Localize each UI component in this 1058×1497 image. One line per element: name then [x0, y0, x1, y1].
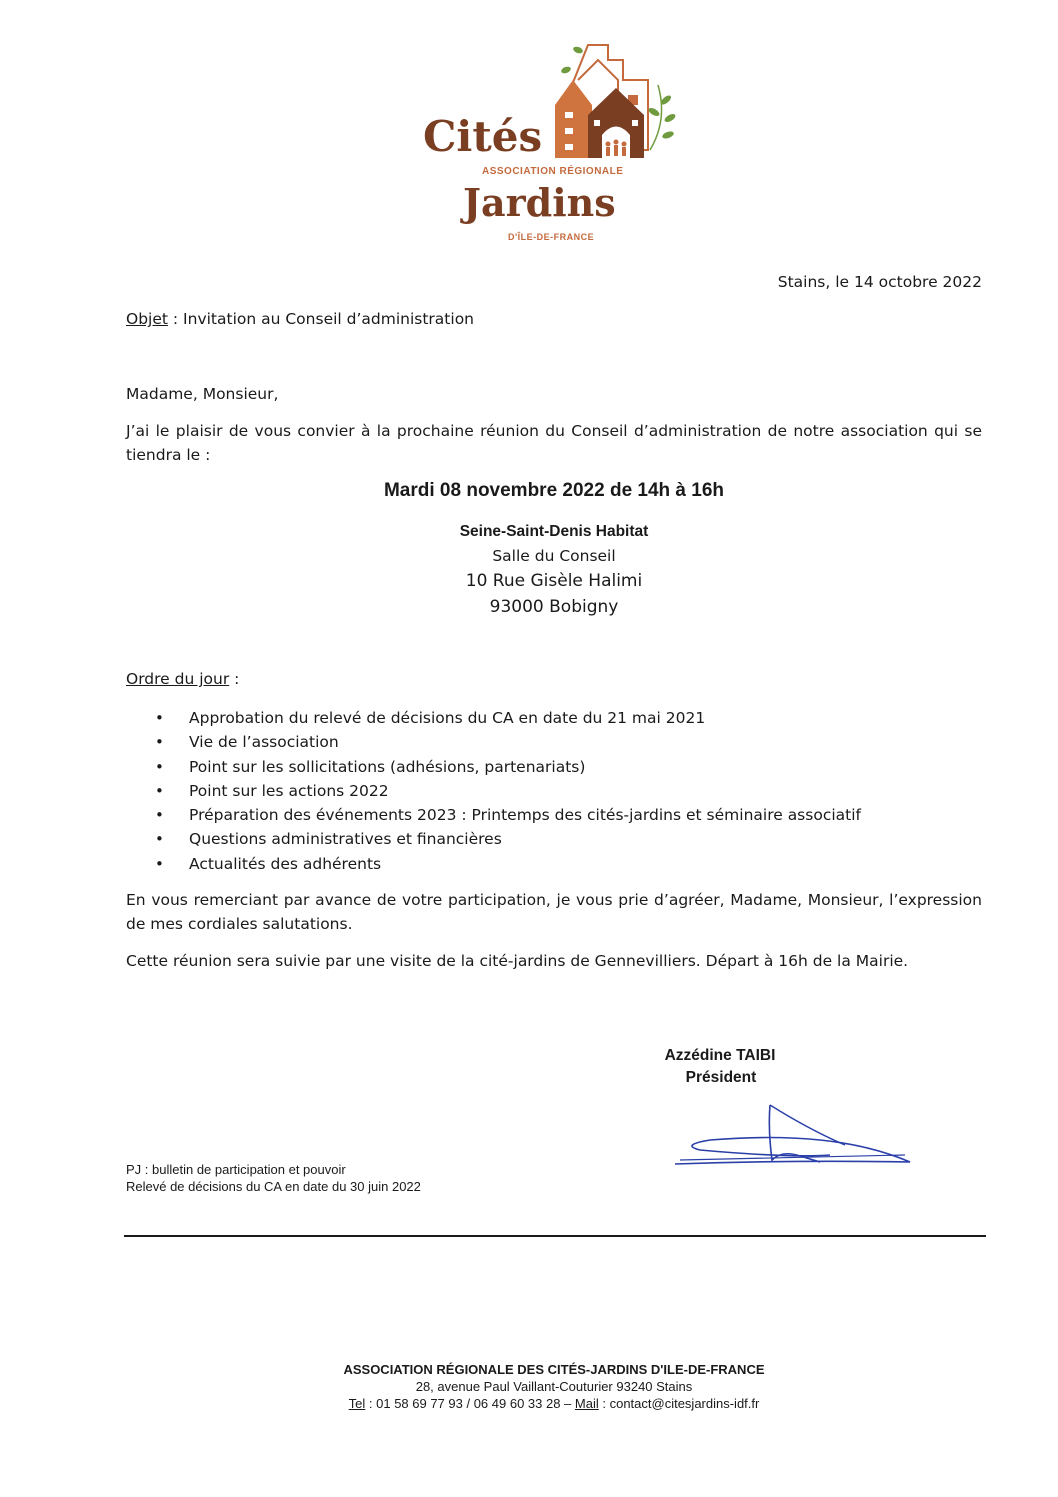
venue-room: Salle du Conseil — [492, 547, 616, 565]
attachments — [126, 1161, 421, 1195]
agenda-item: • Approbation du relevé de décisions du CA en date du 21 mai 2021 — [155, 706, 861, 730]
subject-text: : Invitation au Conseil d’administration — [167, 310, 474, 328]
signatory-block — [640, 1045, 800, 1089]
agenda-item: • Questions administratives et financières — [155, 827, 861, 851]
association-logo — [418, 40, 688, 250]
intro-paragraph: J’ai le plaisir de vous convier à la prochaine réunion du Conseil d’administration de notre association qui se tiendra le : — [126, 422, 982, 464]
agenda-heading — [126, 667, 239, 691]
date-line: Stains, le 14 octobre 2022 — [777, 273, 982, 291]
logo-jardins: Jardins — [463, 180, 616, 225]
footer-tel-label: Tel — [348, 1396, 366, 1411]
visit-paragraph: Cette réunion sera suivie par une visite de la cité-jardins de Gennevilliers. Départ à 16h de la Mairie. — [126, 952, 909, 970]
footer-mail-label: Mail — [574, 1396, 599, 1411]
venue-name: Seine-Saint-Denis Habitat — [459, 523, 649, 540]
footer-org: ASSOCIATION RÉGIONALE DES CITÉS-JARDINS D'ILE-DE-FRANCE — [343, 1362, 765, 1377]
attachment-item: Relevé de décisions du CA en date du 30 juin 2022 — [126, 1179, 421, 1194]
footer — [230, 1361, 878, 1412]
subject-line — [126, 307, 474, 331]
handwritten-signature — [670, 1100, 920, 1175]
signatory-title: Président — [685, 1069, 757, 1086]
agenda-item: • Actualités des adhérents — [155, 852, 861, 876]
footer-contact — [230, 1395, 878, 1412]
footer-mail-value[interactable]: : contact@citesjardins-idf.fr — [598, 1396, 760, 1411]
closing-paragraph: En vous remerciant par avance de votre participation, je vous prie d’agréer, Madame, Monsieur, l’expression de mes cordiales salutations. — [126, 891, 982, 933]
venue-block — [126, 520, 982, 620]
signatory-name: Azzédine TAIBI — [664, 1047, 776, 1064]
footer-tel-value: : 01 58 69 77 93 / 06 49 60 33 28 – — [365, 1396, 575, 1411]
logo-ile-de-france: D'ÎLE-DE-FRANCE — [508, 232, 595, 242]
footer-address: 28, avenue Paul Vaillant-Couturier 93240 Stains — [415, 1379, 693, 1394]
subject-label: Objet — [126, 310, 168, 328]
agenda-item: • Vie de l’association — [155, 730, 861, 754]
footer-divider — [124, 1235, 986, 1237]
agenda-item: • Point sur les actions 2022 — [155, 779, 861, 803]
logo-cites: Cités — [423, 112, 543, 161]
agenda-label: Ordre du jour — [126, 670, 230, 688]
agenda-item: • Point sur les sollicitations (adhésions, partenariats) — [155, 755, 861, 779]
salutation: Madame, Monsieur, — [126, 385, 279, 403]
agenda-list — [155, 706, 861, 876]
meeting-date: Mardi 08 novembre 2022 de 14h à 16h — [383, 480, 725, 501]
venue-street: 10 Rue Gisèle Halimi — [465, 571, 643, 591]
venue-city: 93000 Bobigny — [489, 597, 619, 617]
logo-association-regionale: ASSOCIATION RÉGIONALE — [482, 166, 624, 177]
agenda-label-suffix: : — [229, 670, 240, 688]
attachment-item: PJ : bulletin de participation et pouvoir — [126, 1162, 346, 1177]
agenda-item: • Préparation des événements 2023 : Printemps des cités-jardins et séminaire associatif — [155, 803, 861, 827]
